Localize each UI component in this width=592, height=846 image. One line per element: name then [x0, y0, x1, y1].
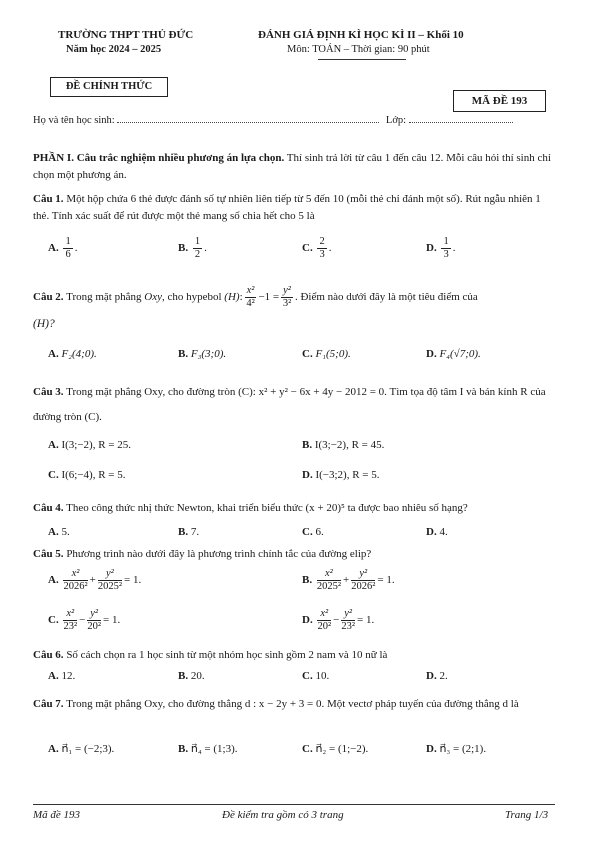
- option-1c[interactable]: C. $\frac{2}{3}$ .: [302, 236, 332, 260]
- fraction: $\frac{1}{6}$: [65, 236, 71, 260]
- option-label: C.: [302, 348, 313, 360]
- option-1d[interactable]: D. $\frac{1}{3}$ .: [426, 236, 456, 260]
- fraction: $\frac{1}{3}$: [443, 236, 449, 260]
- question-label: Câu 4.: [33, 502, 64, 514]
- option-6a[interactable]: A. 12.: [48, 670, 76, 682]
- question-text: Theo công thức nhị thức Newton, khai triển biểu thức (x + 20)⁵ ta được bao nhiêu số hạng?: [63, 502, 468, 514]
- question-2-line2: (H)?: [33, 318, 55, 330]
- option-label: C.: [302, 526, 313, 538]
- fraction: $\frac{2}{3}$: [319, 236, 325, 260]
- exam-code: MÃ ĐỀ 193: [471, 95, 528, 107]
- exam-code-box: [453, 90, 546, 112]
- fraction: $\frac{\text{y²}}{\text{3²}}$: [282, 285, 292, 309]
- question-label: Câu 1.: [33, 193, 64, 205]
- option-4b[interactable]: B. 7.: [178, 526, 200, 538]
- exam-title: ĐÁNH GIÁ ĐỊNH KÌ HỌC KÌ II – Khối 10: [258, 29, 464, 41]
- option-label: D.: [426, 348, 437, 360]
- question-text: . Điểm nào dưới đây là một tiêu điểm của: [294, 291, 478, 304]
- question-text: Trong mặt phẳng: [63, 291, 145, 304]
- option-label: A.: [48, 348, 59, 360]
- part1-title: PHẦN I. Câu trắc nghiệm nhiều phương án lựa chọn.: [33, 152, 285, 164]
- class-field[interactable]: [409, 122, 513, 123]
- option-label: A.: [48, 743, 59, 755]
- question-text: Một hộp chứa 6 thẻ được đánh số tự nhiên liên tiếp từ 5 đến 10 (mỗi thẻ chỉ đánh một số). Rút ngẫu nhiên 1 thẻ. Tính xác suất để rút được một thẻ mang số chia hết cho 5 là: [33, 193, 541, 222]
- option-label: D.: [302, 614, 313, 627]
- class-label: Lớp:: [385, 115, 409, 126]
- footer-note: Đề kiểm tra gồm có 3 trang: [222, 809, 344, 821]
- official-label-box: [50, 77, 168, 97]
- option-label: D.: [426, 242, 437, 255]
- footer-page: Trang 1/3: [505, 809, 549, 821]
- option-2d[interactable]: D. F₄(√7;0).: [426, 348, 481, 360]
- option-5d[interactable]: D. $\frac{\text{x²}}{\text{20²}}$ − $\frac{\text{y²}}{\text{23²}}$ = 1.: [302, 608, 375, 632]
- question-text: , cho hypebol: [161, 291, 225, 304]
- part1-heading: [33, 150, 552, 184]
- option-3d[interactable]: D. I(−3;2), R = 5.: [302, 469, 380, 481]
- option-label: C.: [48, 614, 59, 627]
- footer-code: Mã đề 193: [33, 809, 81, 821]
- option-7b[interactable]: B. n⃗₄ = (1;3).: [178, 743, 238, 755]
- question-text: Trong mặt phẳng Oxy, cho đường thẳng d : x − 2y + 3 = 0. Một vectơ pháp tuyến của đường thẳng d là: [63, 698, 519, 710]
- option-label: A.: [48, 574, 59, 587]
- question-label: Câu 2.: [33, 291, 64, 304]
- option-5c[interactable]: C. $\frac{\text{x²}}{\text{23²}}$ − $\frac{\text{y²}}{\text{20²}}$ = 1.: [48, 608, 121, 632]
- option-label: B.: [178, 242, 189, 255]
- equation-op: −1 =: [258, 291, 280, 304]
- option-5b[interactable]: B. $\frac{\text{x²}}{\text{2025²}}$ + $\frac{\text{y²}}{\text{2026²}}$ = 1.: [302, 568, 395, 592]
- subject-line: Môn: TOÁN – Thời gian: 90 phút: [287, 44, 430, 55]
- part1-instruction: Thí sinh trả lời từ câu 1 đến câu 12. Mỗi câu hỏi thí sinh chỉ chọn một phương án.: [33, 152, 551, 181]
- footer-divider: [33, 804, 555, 805]
- option-label: A.: [48, 526, 59, 538]
- question-1: [33, 191, 552, 225]
- option-2a[interactable]: A. F₂(4;0).: [48, 348, 97, 360]
- subject-underline: [318, 59, 406, 60]
- question-3: [33, 380, 552, 430]
- question-text: Trong mặt phẳng Oxy, cho đường tròn (C): x² + y² − 6x + 4y − 2012 = 0. Tìm tọa độ tâm I và bán kính R của đường tròn (C).: [33, 386, 546, 423]
- option-4c[interactable]: C. 6.: [302, 526, 324, 538]
- option-6d[interactable]: D. 2.: [426, 670, 448, 682]
- option-1a[interactable]: A. $\frac{1}{6}$ .: [48, 236, 78, 260]
- question-label: Câu 6.: [33, 649, 64, 661]
- official-label: ĐỀ CHÍNH THỨC: [65, 81, 153, 92]
- option-1b[interactable]: B. $\frac{1}{2}$ .: [178, 236, 207, 260]
- option-4a[interactable]: A. 5.: [48, 526, 70, 538]
- question-4: [33, 500, 552, 517]
- question-label: Câu 5.: [33, 548, 64, 560]
- option-label: C.: [302, 242, 313, 255]
- hyperbola-name: (H): [224, 291, 240, 304]
- question-5: [33, 546, 552, 563]
- option-7c[interactable]: C. n⃗₂ = (1;−2).: [302, 743, 369, 755]
- option-label: A.: [48, 439, 59, 451]
- option-6c[interactable]: C. 10.: [302, 670, 330, 682]
- option-label: B.: [178, 743, 189, 755]
- question-text: Số cách chọn ra 1 học sinh từ một nhóm học sinh gồm 2 nam và 10 nữ là: [63, 649, 388, 661]
- option-label: B.: [178, 670, 189, 682]
- fraction: $\frac{1}{2}$: [194, 236, 201, 260]
- option-label: B.: [302, 574, 313, 587]
- option-label: C.: [48, 469, 59, 481]
- school-name: TRƯỜNG THPT THỦ ĐỨC: [58, 29, 194, 41]
- option-label: D.: [426, 743, 437, 755]
- name-label: Họ và tên học sinh:: [33, 115, 118, 126]
- option-label: A.: [48, 242, 59, 255]
- option-label: B.: [302, 439, 313, 451]
- school-year: Năm học 2024 – 2025: [66, 44, 162, 55]
- option-2b[interactable]: B. F₃(3;0).: [178, 348, 227, 360]
- question-label: Câu 3.: [33, 386, 64, 398]
- option-3a[interactable]: A. I(3;−2), R = 25.: [48, 439, 131, 451]
- question-2: Câu 2. Trong mặt phẳng Oxy, cho hypebol (H): $\frac{\text{x²}}{\text{4²}}$ −1 = $\frac{\text{y²}}{\text{3²}}$ . Điểm nào dưới đây là một tiêu điểm của: [33, 285, 478, 309]
- option-5a[interactable]: A. $\frac{\text{x²}}{\text{2026²}}$ + $\frac{\text{y²}}{\text{2025²}}$ = 1.: [48, 568, 142, 592]
- option-7d[interactable]: D. n⃗₃ = (2;1).: [426, 743, 487, 755]
- question-text: Phương trình nào dưới đây là phương trình chính tắc của đường elip?: [63, 548, 372, 560]
- question-label: Câu 7.: [33, 698, 64, 710]
- name-field[interactable]: [117, 122, 379, 123]
- option-label: D.: [426, 670, 437, 682]
- question-7: [33, 693, 552, 715]
- option-label: A.: [48, 670, 59, 682]
- student-name-line: [33, 115, 513, 126]
- option-3b[interactable]: B. I(3;−2), R = 45.: [302, 439, 385, 451]
- option-label: D.: [426, 526, 437, 538]
- option-2c[interactable]: C. F₁(5;0).: [302, 348, 351, 360]
- question-6: [33, 647, 552, 664]
- option-6b[interactable]: B. 20.: [178, 670, 205, 682]
- fraction: $\frac{\text{x²}}{\text{4²}}$: [246, 285, 255, 309]
- option-label: B.: [178, 526, 189, 538]
- option-3c[interactable]: C. I(6;−4), R = 5.: [48, 469, 126, 481]
- plane-name: Oxy: [144, 291, 162, 304]
- option-label: C.: [302, 743, 313, 755]
- option-label: D.: [302, 469, 313, 481]
- option-label: B.: [178, 348, 189, 360]
- option-7a[interactable]: A. n⃗₁ = (−2;3).: [48, 743, 115, 755]
- option-label: C.: [302, 670, 313, 682]
- option-4d[interactable]: D. 4.: [426, 526, 448, 538]
